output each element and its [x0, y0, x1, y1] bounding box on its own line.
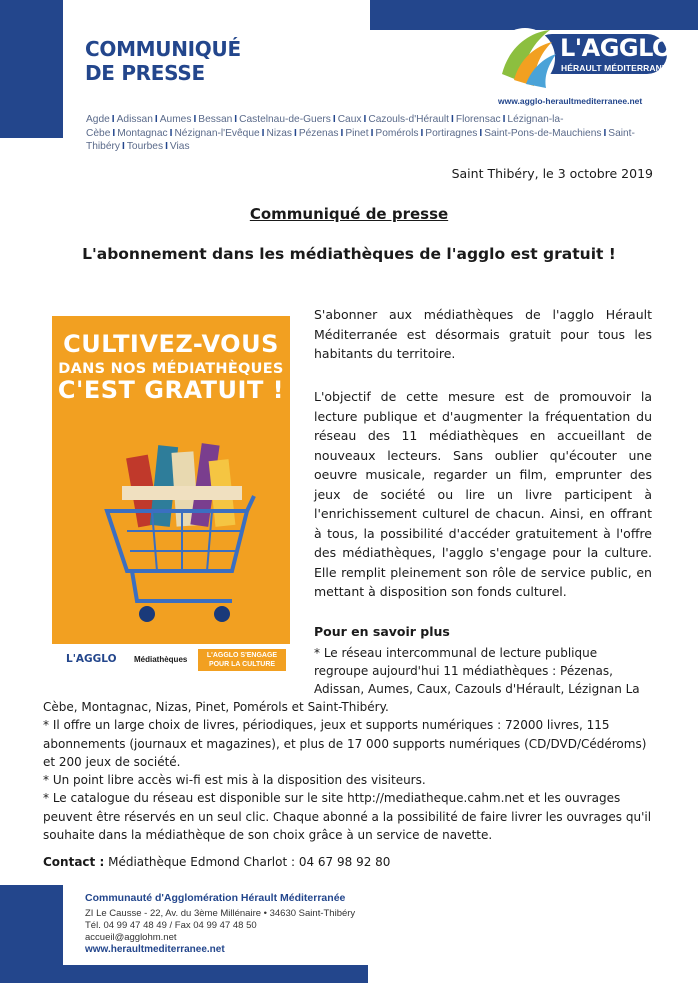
bullet-2: * Il offre un large choix de livres, périodiques, jeux et supports numériques : 72000 livres, 115 abonnements (journaux et magazines), et plus de 17 000 supports numériques (CD/DVD/Cédéroms) et 200 jeux de société. [43, 718, 647, 769]
paragraph-1: S'abonner aux médiathèques de l'agglo Hérault Méditerranée est désormais gratuit pour tous les habitants du territoire. [314, 307, 652, 361]
commune-separator: I [502, 114, 506, 125]
date-line: Saint Thibéry, le 3 octobre 2019 [451, 166, 653, 181]
commune-separator: I [363, 114, 367, 125]
title-line-1: COMMUNIQUÉ [85, 37, 241, 61]
commune-name: Caux [337, 114, 362, 125]
commune-separator: I [420, 127, 424, 139]
poster-image [52, 316, 290, 678]
commune-separator: I [603, 127, 607, 139]
commune-separator: I [261, 127, 265, 139]
footer-blue-band [63, 965, 368, 983]
website-link[interactable]: www.agglo-heraultmediterranee.net [498, 96, 643, 106]
paragraph-2: L'objectif de cette mesure est de promouvoir la lecture publique et d'augmenter la fréquentation du réseau des 11 médiathèques en accueillant de nouveaux lecteurs. Sans oublier qu'écouter une oeuvre musicale, regarder un film, emprunter des jeux de société ou lire un livre participent à l'enrichissement culturel de chacun. Ainsi, en offrant à tous, la possibilité d'accéder gratuitement à l'offre des médiathèques, l'agglo s'engage pour la culture. Elle remplit pleinement son rôle de service public, en mettant à disposition son fonds culturel. [314, 389, 652, 599]
bullet-1-line-d: Cèbe, Montagnac, Nizas, Pinet, Pomérols et Saint-Thibéry. [43, 700, 389, 714]
logo-subtitle: HÉRAULT MÉDITERRANÉE [561, 63, 674, 73]
footer-address: ZI Le Causse - 22, Av. du 3ème Millénaire • 34630 Saint-Thibéry [85, 908, 356, 919]
footer-email[interactable]: accueil@agglohm.net [85, 932, 177, 943]
bullet-1-line-a: * Le réseau intercommunal de lecture publique [314, 646, 598, 660]
footer-phone: Tél. 04 99 47 48 49 / Fax 04 99 47 48 50 [85, 920, 257, 931]
commune-separator: I [112, 127, 116, 139]
commune-name: Pézenas [298, 127, 339, 139]
commune-name: Agde [86, 114, 110, 125]
commune-separator: I [451, 114, 454, 125]
shopping-cart-icon [92, 416, 262, 631]
commune-name: Saint-Thibéry [86, 127, 635, 152]
commune-separator: I [193, 114, 197, 125]
more-info-title: Pour en savoir plus [314, 624, 450, 639]
commune-name: Pomérols [375, 127, 419, 139]
logo-text: L'AGGLO [560, 34, 672, 62]
commune-separator: I [121, 141, 125, 152]
commune-name: Cazouls-d'Hérault [368, 114, 449, 125]
bullet-4: * Le catalogue du réseau est disponible sur le site http://mediatheque.cahm.net et les ouvrages peuvent être réservés en un seul clic. Chaque abonné a la possibilité de faire livrer les ouvrages qu'il souhaite dans la médiathèque de son choix grâce à un service de navette. [43, 791, 652, 842]
poster-line-1: CULTIVEZ-VOUS [63, 330, 279, 358]
commune-name: Bessan [198, 114, 233, 125]
commune-name: Castelnau-de-Guers [239, 114, 331, 125]
bullet-1-line-b: regroupe aujourd'hui 11 médiathèques : Pézenas, [314, 664, 613, 678]
commune-separator: I [234, 114, 238, 125]
commune-separator: I [165, 141, 168, 152]
header-blue-block [0, 0, 63, 138]
commune-name: Nézignan-l'Evêque [174, 127, 260, 139]
communes-list [86, 113, 666, 154]
page-subheading: L'abonnement dans les médiathèques de l'agglo est gratuit ! [82, 245, 616, 263]
commune-name: Nizas [266, 127, 292, 139]
page-heading: Communiqué de presse [249, 205, 449, 223]
commune-separator: I [111, 114, 115, 125]
contact-value: Médiathèque Edmond Charlot : 04 67 98 92 80 [108, 855, 391, 869]
commune-separator: I [332, 114, 336, 125]
title-line-2: DE PRESSE [85, 61, 205, 85]
poster-line-2: DANS NOS MÉDIATHÈQUES [58, 361, 284, 377]
bullet-1-line-c: Adissan, Aumes, Caux, Cazouls d'Hérault, Lézignan La [314, 682, 640, 696]
commune-name: Pinet [345, 127, 369, 139]
contact-line [43, 855, 390, 869]
bullet-3: * Un point libre accès wi-fi est mis à la disposition des visiteurs. [43, 773, 426, 787]
poster-tagline: L'AGGLO S'ENGAGE POUR LA CULTURE [198, 649, 286, 671]
poster-line-3: C'EST GRATUIT ! [57, 376, 285, 404]
commune-separator: I [293, 127, 297, 139]
commune-name: Adissan [116, 114, 153, 125]
commune-name: Portiragnes [425, 127, 478, 139]
commune-separator: I [169, 127, 173, 139]
contact-label: Contact : [43, 855, 105, 869]
document-title [85, 37, 241, 85]
commune-separator: I [479, 127, 483, 139]
poster-mediatheques-logo: Médiathèques [134, 655, 188, 664]
commune-name: Aumes [159, 114, 192, 125]
commune-separator: I [340, 127, 344, 139]
commune-name: Lézignan-la-Cèbe [86, 114, 564, 139]
commune-separator: I [154, 114, 158, 125]
footer-organization: Communauté d'Agglomération Hérault Méditerranée [85, 892, 346, 904]
commune-separator: I [370, 127, 374, 139]
commune-name: Tourbes [126, 141, 164, 152]
commune-name: Montagnac [117, 127, 168, 139]
poster-agglo-logo: L'AGGLO [66, 653, 117, 665]
commune-name: Florensac [455, 114, 501, 125]
footer-website[interactable]: www.heraultmediterranee.net [85, 944, 225, 955]
commune-name: Vias [169, 141, 190, 152]
commune-name: Saint-Pons-de-Mauchiens [484, 127, 602, 139]
footer-blue-block [0, 885, 63, 983]
